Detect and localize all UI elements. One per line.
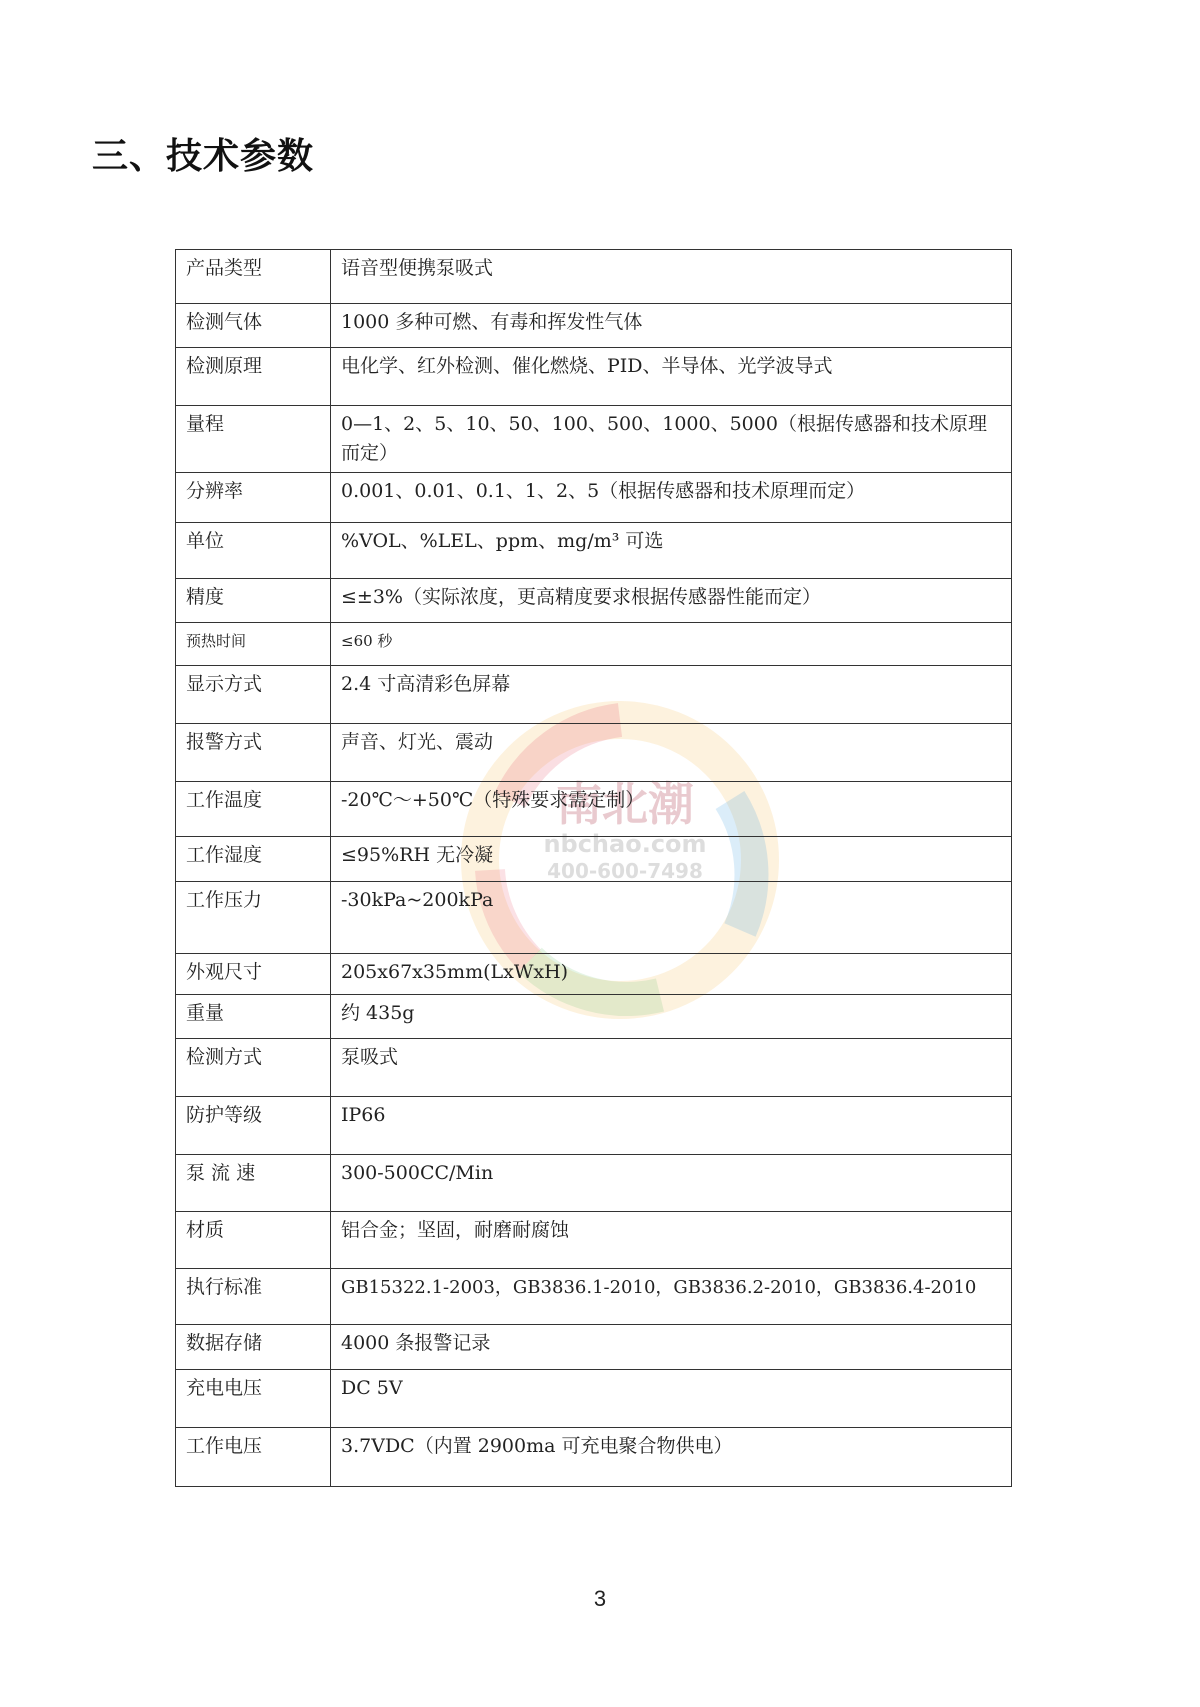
spec-value: 0—1、2、5、10、50、100、500、1000、5000（根据传感器和技术原理而定） bbox=[331, 406, 1012, 473]
spec-label: 充电电压 bbox=[176, 1370, 331, 1428]
spec-value: DC 5V bbox=[331, 1370, 1012, 1428]
spec-label: 报警方式 bbox=[176, 724, 331, 782]
table-row bbox=[176, 473, 1012, 523]
spec-label: 单位 bbox=[176, 523, 331, 579]
spec-value: 电化学、红外检测、催化燃烧、PID、半导体、光学波导式 bbox=[331, 348, 1012, 406]
table-row bbox=[176, 1325, 1012, 1370]
table-row bbox=[176, 523, 1012, 579]
table-row bbox=[176, 348, 1012, 406]
spec-value: 约 435g bbox=[331, 995, 1012, 1039]
spec-label: 精度 bbox=[176, 579, 331, 623]
table-row bbox=[176, 666, 1012, 724]
table-row bbox=[176, 406, 1012, 473]
spec-value: 3.7VDC（内置 2900ma 可充电聚合物供电） bbox=[331, 1428, 1012, 1487]
spec-label: 材质 bbox=[176, 1212, 331, 1269]
spec-label: 分辨率 bbox=[176, 473, 331, 523]
watermark-brand: 南北潮 bbox=[556, 777, 694, 831]
table-row bbox=[176, 1428, 1012, 1487]
table-row bbox=[176, 623, 1012, 666]
spec-value: %VOL、%LEL、ppm、mg/m³ 可选 bbox=[331, 523, 1012, 579]
spec-label: 工作温度 bbox=[176, 782, 331, 837]
spec-label: 执行标准 bbox=[176, 1269, 331, 1325]
table-row bbox=[176, 837, 1012, 882]
spec-value: GB15322.1-2003，GB3836.1-2010，GB3836.2-2010，GB3836.4-2010 bbox=[331, 1269, 1012, 1325]
table-row bbox=[176, 304, 1012, 348]
spec-label: 检测方式 bbox=[176, 1039, 331, 1097]
spec-label: 工作电压 bbox=[176, 1428, 331, 1487]
table-row bbox=[176, 579, 1012, 623]
spec-value: 声音、灯光、震动 bbox=[331, 724, 1012, 782]
spec-value: 1000 多种可燃、有毒和挥发性气体 bbox=[331, 304, 1012, 348]
section-heading: 三、技术参数 bbox=[92, 136, 315, 177]
table-row bbox=[176, 1212, 1012, 1269]
table-row bbox=[176, 995, 1012, 1039]
table-row bbox=[176, 250, 1012, 304]
spec-value: ≤95%RH 无冷凝 bbox=[331, 837, 1012, 882]
spec-label: 量程 bbox=[176, 406, 331, 473]
spec-label: 防护等级 bbox=[176, 1097, 331, 1155]
spec-value: 300-500CC/Min bbox=[331, 1155, 1012, 1212]
spec-value: 语音型便携泵吸式 bbox=[331, 250, 1012, 304]
spec-label: 数据存储 bbox=[176, 1325, 331, 1370]
spec-label: 工作湿度 bbox=[176, 837, 331, 882]
spec-label: 外观尺寸 bbox=[176, 954, 331, 995]
spec-value: ≤±3%（实际浓度，更高精度要求根据传感器性能而定） bbox=[331, 579, 1012, 623]
spec-label: 预热时间 bbox=[176, 623, 331, 666]
spec-value: ≤60 秒 bbox=[331, 623, 1012, 666]
spec-value: 4000 条报警记录 bbox=[331, 1325, 1012, 1370]
spec-label: 显示方式 bbox=[176, 666, 331, 724]
table-row bbox=[176, 782, 1012, 837]
watermark-site: nbchao.com bbox=[543, 830, 707, 858]
spec-label: 产品类型 bbox=[176, 250, 331, 304]
table-row bbox=[176, 1269, 1012, 1325]
page-number: 3 bbox=[593, 1586, 607, 1611]
spec-value: 0.001、0.01、0.1、1、2、5（根据传感器和技术原理而定） bbox=[331, 473, 1012, 523]
spec-table bbox=[175, 249, 1012, 1487]
spec-label: 检测原理 bbox=[176, 348, 331, 406]
table-row bbox=[176, 1370, 1012, 1428]
spec-label: 重量 bbox=[176, 995, 331, 1039]
spec-label: 泵 流 速 bbox=[176, 1155, 331, 1212]
spec-value: -30kPa~200kPa bbox=[331, 882, 1012, 954]
spec-value: 铝合金；坚固，耐磨耐腐蚀 bbox=[331, 1212, 1012, 1269]
spec-value: IP66 bbox=[331, 1097, 1012, 1155]
spec-label: 工作压力 bbox=[176, 882, 331, 954]
spec-label: 检测气体 bbox=[176, 304, 331, 348]
spec-value: 205x67x35mm(LxWxH) bbox=[331, 954, 1012, 995]
watermark-phone: 400-600-7498 bbox=[547, 859, 703, 883]
table-row bbox=[176, 724, 1012, 782]
table-row bbox=[176, 954, 1012, 995]
table-row bbox=[176, 1155, 1012, 1212]
table-row bbox=[176, 882, 1012, 954]
table-row bbox=[176, 1097, 1012, 1155]
spec-value: -20℃～+50℃（特殊要求需定制） bbox=[331, 782, 1012, 837]
table-row bbox=[176, 1039, 1012, 1097]
spec-value: 泵吸式 bbox=[331, 1039, 1012, 1097]
spec-value: 2.4 寸高清彩色屏幕 bbox=[331, 666, 1012, 724]
